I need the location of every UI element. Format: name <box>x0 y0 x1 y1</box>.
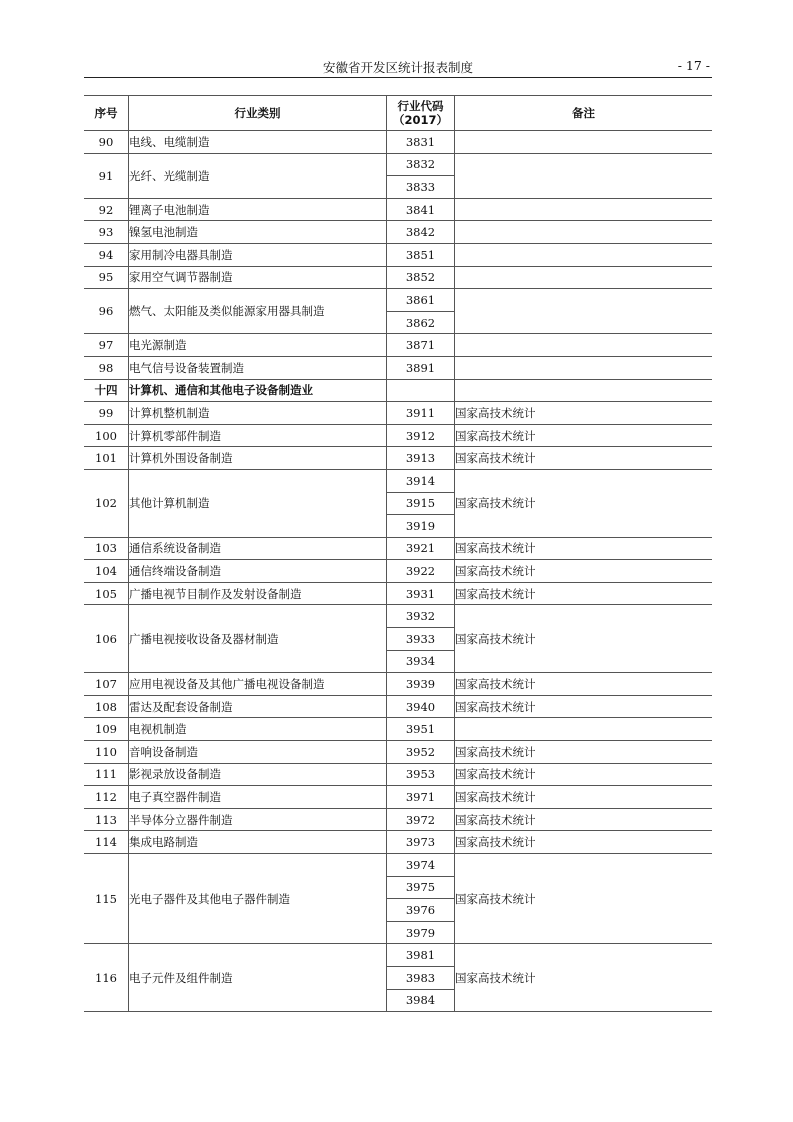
row-number: 98 <box>84 356 129 379</box>
table-row <box>84 695 712 718</box>
remark: 国家高技术统计 <box>455 695 713 718</box>
industry-code: 3981 <box>387 944 455 967</box>
row-number: 96 <box>84 289 129 334</box>
table-row <box>84 741 712 764</box>
industry-category: 计算机零部件制造 <box>129 424 387 447</box>
industry-code: 3852 <box>387 266 455 289</box>
industry-category: 电气信号设备装置制造 <box>129 356 387 379</box>
remark <box>455 243 713 266</box>
remark <box>455 379 713 402</box>
industry-code: 3952 <box>387 741 455 764</box>
industry-code: 3934 <box>387 650 455 673</box>
industry-category: 计算机外围设备制造 <box>129 447 387 470</box>
row-number: 90 <box>84 131 129 154</box>
row-number: 106 <box>84 605 129 673</box>
row-number: 93 <box>84 221 129 244</box>
industry-category: 音响设备制造 <box>129 741 387 764</box>
industry-code: 3933 <box>387 628 455 651</box>
table-row <box>84 786 712 809</box>
table-body <box>84 131 712 1012</box>
industry-code: 3913 <box>387 447 455 470</box>
table-row <box>84 402 712 425</box>
row-number: 103 <box>84 537 129 560</box>
industry-category: 广播电视节目制作及发射设备制造 <box>129 582 387 605</box>
row-number: 116 <box>84 944 129 1012</box>
industry-category: 应用电视设备及其他广播电视设备制造 <box>129 673 387 696</box>
row-number: 104 <box>84 560 129 583</box>
industry-category: 广播电视接收设备及器材制造 <box>129 605 387 673</box>
table-row <box>84 537 712 560</box>
row-number: 108 <box>84 695 129 718</box>
row-number: 101 <box>84 447 129 470</box>
remark <box>455 266 713 289</box>
row-number: 110 <box>84 741 129 764</box>
industry-category: 光纤、光缆制造 <box>129 153 387 198</box>
row-number: 102 <box>84 469 129 537</box>
industry-code: 3832 <box>387 153 455 176</box>
row-number: 109 <box>84 718 129 741</box>
industry-category: 电子元件及组件制造 <box>129 944 387 1012</box>
row-number: 100 <box>84 424 129 447</box>
industry-category: 电子真空器件制造 <box>129 786 387 809</box>
remark: 国家高技术统计 <box>455 854 713 944</box>
column-header-no: 序号 <box>84 96 129 131</box>
remark: 国家高技术统计 <box>455 560 713 583</box>
industry-category: 通信系统设备制造 <box>129 537 387 560</box>
table-row <box>84 266 712 289</box>
row-number: 99 <box>84 402 129 425</box>
industry-code: 3841 <box>387 198 455 221</box>
industry-category: 通信终端设备制造 <box>129 560 387 583</box>
remark: 国家高技术统计 <box>455 831 713 854</box>
remark <box>455 198 713 221</box>
industry-category: 计算机整机制造 <box>129 402 387 425</box>
row-number: 107 <box>84 673 129 696</box>
industry-code: 3953 <box>387 763 455 786</box>
table-row <box>84 831 712 854</box>
remark: 国家高技术统计 <box>455 469 713 537</box>
industry-category: 镍氢电池制造 <box>129 221 387 244</box>
remark: 国家高技术统计 <box>455 763 713 786</box>
row-number: 95 <box>84 266 129 289</box>
industry-code: 3871 <box>387 334 455 357</box>
table-row <box>84 334 712 357</box>
industry-code: 3972 <box>387 808 455 831</box>
section-row <box>84 379 712 402</box>
industry-code: 3891 <box>387 356 455 379</box>
remark: 国家高技术统计 <box>455 402 713 425</box>
industry-code: 3971 <box>387 786 455 809</box>
remark: 国家高技术统计 <box>455 424 713 447</box>
page-number: - 17 - <box>677 58 710 73</box>
remark <box>455 334 713 357</box>
table-row <box>84 673 712 696</box>
industry-category: 光电子器件及其他电子器件制造 <box>129 854 387 944</box>
remark <box>455 221 713 244</box>
table-row <box>84 153 712 176</box>
remark <box>455 289 713 334</box>
table-row <box>84 944 712 967</box>
table-row <box>84 854 712 877</box>
industry-code: 3932 <box>387 605 455 628</box>
industry-code: 3973 <box>387 831 455 854</box>
industry-category: 影视录放设备制造 <box>129 763 387 786</box>
industry-category: 集成电路制造 <box>129 831 387 854</box>
industry-code: 3983 <box>387 966 455 989</box>
table-row <box>84 447 712 470</box>
table-row <box>84 582 712 605</box>
remark <box>455 131 713 154</box>
industry-code: 3975 <box>387 876 455 899</box>
table-row <box>84 289 712 312</box>
column-header-code-line1: 行业代码 <box>397 99 444 113</box>
industry-code: 3911 <box>387 402 455 425</box>
industry-code: 3921 <box>387 537 455 560</box>
column-header-code <box>387 96 455 131</box>
remark <box>455 718 713 741</box>
table-row <box>84 221 712 244</box>
industry-category: 家用制冷电器具制造 <box>129 243 387 266</box>
industry-code: 3979 <box>387 921 455 944</box>
industry-category: 其他计算机制造 <box>129 469 387 537</box>
row-number: 92 <box>84 198 129 221</box>
industry-category: 燃气、太阳能及类似能源家用器具制造 <box>129 289 387 334</box>
industry-code: 3931 <box>387 582 455 605</box>
industry-code: 3922 <box>387 560 455 583</box>
industry-code: 3915 <box>387 492 455 515</box>
row-number: 91 <box>84 153 129 198</box>
table-row <box>84 763 712 786</box>
industry-code: 3912 <box>387 424 455 447</box>
industry-code: 3976 <box>387 899 455 922</box>
industry-code: 3940 <box>387 695 455 718</box>
remark: 国家高技术统计 <box>455 582 713 605</box>
table-header-row <box>84 96 712 131</box>
industry-code: 3861 <box>387 289 455 312</box>
industry-code <box>387 379 455 402</box>
industry-code: 3833 <box>387 176 455 199</box>
table-row <box>84 605 712 628</box>
table-row <box>84 131 712 154</box>
row-number: 十四 <box>84 379 129 402</box>
table-row <box>84 198 712 221</box>
industry-category: 计算机、通信和其他电子设备制造业 <box>129 379 387 402</box>
industry-code: 3951 <box>387 718 455 741</box>
table-row <box>84 243 712 266</box>
industry-code: 3939 <box>387 673 455 696</box>
industry-category: 锂离子电池制造 <box>129 198 387 221</box>
industry-code: 3914 <box>387 469 455 492</box>
industry-table <box>84 95 712 1012</box>
table-row <box>84 424 712 447</box>
industry-code: 3831 <box>387 131 455 154</box>
remark: 国家高技术统计 <box>455 537 713 560</box>
industry-code: 3984 <box>387 989 455 1012</box>
table-row <box>84 808 712 831</box>
row-number: 113 <box>84 808 129 831</box>
remark: 国家高技术统计 <box>455 944 713 1012</box>
table-row <box>84 356 712 379</box>
row-number: 97 <box>84 334 129 357</box>
remark <box>455 153 713 198</box>
industry-category: 电视机制造 <box>129 718 387 741</box>
row-number: 94 <box>84 243 129 266</box>
row-number: 115 <box>84 854 129 944</box>
industry-category: 家用空气调节器制造 <box>129 266 387 289</box>
row-number: 112 <box>84 786 129 809</box>
industry-category: 雷达及配套设备制造 <box>129 695 387 718</box>
table-row <box>84 718 712 741</box>
column-header-category: 行业类别 <box>129 96 387 131</box>
industry-category: 半导体分立器件制造 <box>129 808 387 831</box>
industry-category: 电线、电缆制造 <box>129 131 387 154</box>
row-number: 111 <box>84 763 129 786</box>
remark: 国家高技术统计 <box>455 741 713 764</box>
row-number: 105 <box>84 582 129 605</box>
table-row <box>84 560 712 583</box>
industry-code: 3851 <box>387 243 455 266</box>
remark <box>455 356 713 379</box>
document-title: 安徽省开发区统计报表制度 <box>322 60 473 75</box>
industry-code: 3842 <box>387 221 455 244</box>
industry-code: 3919 <box>387 515 455 538</box>
page-header <box>84 55 712 78</box>
column-header-code-line2: （2017） <box>392 113 448 127</box>
remark: 国家高技术统计 <box>455 605 713 673</box>
industry-code: 3974 <box>387 854 455 877</box>
remark: 国家高技术统计 <box>455 673 713 696</box>
remark: 国家高技术统计 <box>455 808 713 831</box>
row-number: 114 <box>84 831 129 854</box>
industry-category: 电光源制造 <box>129 334 387 357</box>
remark: 国家高技术统计 <box>455 786 713 809</box>
column-header-remark: 备注 <box>455 96 713 131</box>
remark: 国家高技术统计 <box>455 447 713 470</box>
table-row <box>84 469 712 492</box>
industry-code: 3862 <box>387 311 455 334</box>
